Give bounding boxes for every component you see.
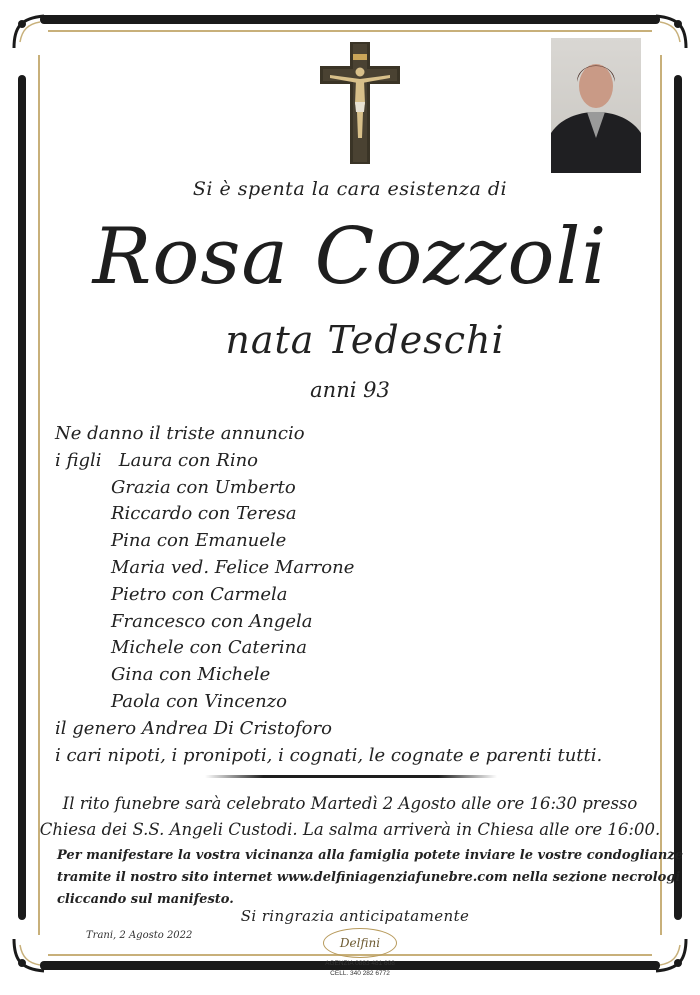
- corner-ornament-icon: [650, 935, 690, 975]
- deceased-name: Rosa Cozzoli: [92, 212, 608, 302]
- announcement-lead: Ne danno il triste annuncio: [55, 423, 305, 444]
- place-date: Trani, 2 Agosto 2022: [86, 930, 193, 941]
- funeral-rite-text: [0, 791, 700, 843]
- child-entry: Michele con Caterina: [111, 637, 307, 659]
- frame-top-bar: [40, 15, 660, 24]
- age-text: anni 93: [310, 378, 390, 402]
- agency-logo: [320, 928, 400, 984]
- children-first-line: [55, 448, 602, 475]
- rite-line-2: Chiesa dei S.S. Angeli Custodi. La salma arriverà in Chiesa alle ore 16:00.: [39, 820, 661, 839]
- portrait-silhouette-icon: [551, 38, 641, 173]
- condolences-line-1: Per manifestare la vostra vicinanza alla famiglia potete inviare le vostre condoglianze: [57, 848, 684, 863]
- child-entry: Maria ved. Felice Marrone: [111, 556, 355, 578]
- condolences-note: [57, 845, 683, 911]
- corner-ornament-icon: [10, 935, 50, 975]
- child-entry: Laura con Rino: [118, 449, 259, 471]
- portrait-photo: [551, 38, 641, 173]
- child-entry: Riccardo con Teresa: [111, 503, 297, 525]
- agency-emblem: [323, 928, 397, 958]
- agency-cell: CELL. 340 282 6772: [330, 970, 390, 977]
- child-entry: Pietro con Carmela: [111, 583, 288, 605]
- children-prefix: i figli: [55, 449, 102, 471]
- son-in-law: il genero Andrea Di Cristoforo: [55, 717, 332, 739]
- condolences-line-3: cliccando sul manifesto.: [57, 892, 234, 907]
- crucifix-icon: [320, 42, 400, 164]
- announcement-block: [55, 421, 602, 769]
- corner-ornament-icon: [650, 12, 690, 52]
- child-entry: Pina con Emanuele: [111, 530, 287, 552]
- intro-text: Si è spenta la cara esistenza di: [192, 178, 508, 200]
- maiden-name: nata Tedeschi: [225, 318, 505, 362]
- frame-gold-top: [48, 30, 652, 32]
- agency-phone: AGENZIA 0883 481 608: [325, 960, 395, 967]
- child-entry: Francesco con Angela: [111, 610, 313, 632]
- relatives-line: i cari nipoti, i pronipoti, i cognati, le cognate e parenti tutti.: [55, 744, 603, 766]
- rite-line-1: Il rito funebre sarà celebrato Martedì 2 Agosto alle ore 16:30 presso: [62, 794, 638, 813]
- separator-line: [205, 775, 497, 778]
- condolences-line-2: tramite il nostro sito internet www.delfiniagenziafunebre.com nella sezione necrologi: [57, 870, 681, 885]
- thanks-text: Si ringrazia anticipatamente: [240, 907, 470, 925]
- child-entry: Paola con Vincenzo: [111, 690, 287, 712]
- agency-brand: Delfini: [339, 936, 381, 950]
- child-entry: Grazia con Umberto: [111, 476, 296, 498]
- child-entry: Gina con Michele: [111, 664, 271, 686]
- corner-ornament-icon: [10, 12, 50, 52]
